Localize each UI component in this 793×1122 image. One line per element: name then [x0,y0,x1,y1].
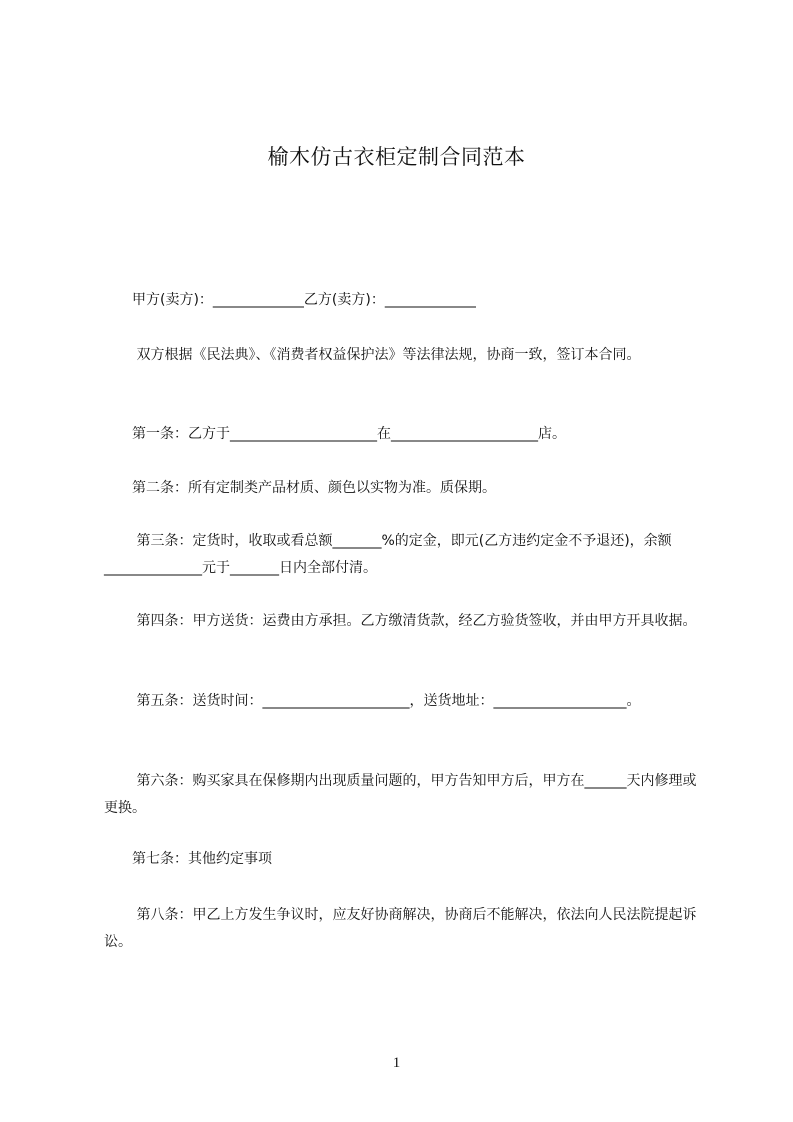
article-6: 第六条：购买家具在保修期内出现质量问题的，甲方告知甲方后，甲方在______天内修理或更换。 [104,773,697,816]
page-number: 1 [392,1055,401,1071]
article-4: 第四条：甲方送货：运费由方承担。乙方缴清货款，经乙方验货签收，并由甲方开具收据。 [104,613,697,629]
preamble-paragraph: 双方根据《民法典》、《消费者权益保护法》等法律法规，协商一致，签订本合同。 [104,347,641,363]
document-title: 榆木仿古衣柜定制合同范本 [267,145,526,169]
article-8: 第八条：甲乙上方发生争议时，应友好协商解决，协商后不能解决，依法向人民法院提起诉讼。 [104,907,697,950]
article-3: 第三条：定货时，收取或看总额_______%的定金，即元(乙方违约定金不予退还)，余额______________元于_______日内全部付清。 [104,533,672,576]
party-line: 甲方(卖方)：_____________乙方(卖方)：_____________ [104,292,476,308]
article-7: 第七条：其他约定事项 [104,851,272,867]
article-1: 第一条：乙方于_____________________在_____________________店。 [104,426,566,442]
article-2: 第二条：所有定制类产品材质、颜色以实物为准。质保期。 [104,480,496,496]
article-5: 第五条：送货时间：_____________________，送货地址：___________________。 [104,693,641,709]
